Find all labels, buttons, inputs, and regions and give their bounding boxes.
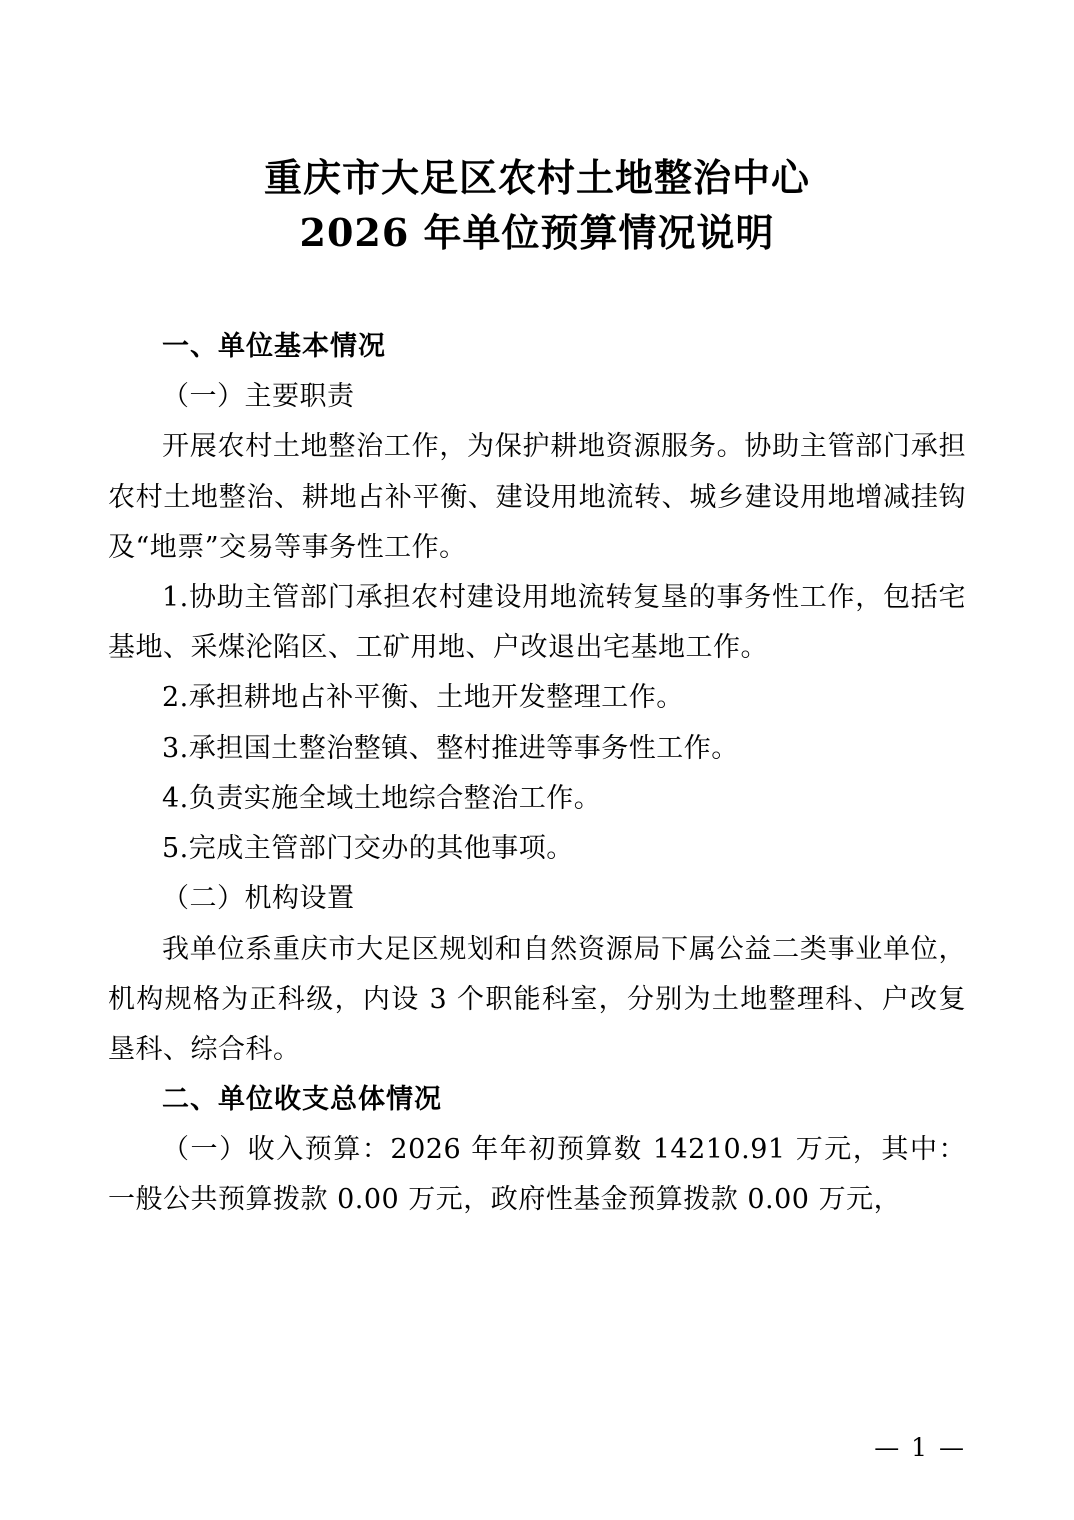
- paragraph-duty-3: 3.承担国土整治整镇、整村推进等事务性工作。: [162, 732, 739, 764]
- paragraph-duties-intro: 开展农村土地整治工作，为保护耕地资源服务。协助主管部门承担农村土地整治、耕地占补平衡、建设用地流转、城乡建设用地增减挂钩及“地票”交易等事务性工作。: [108, 431, 966, 563]
- page-number: — 1 —: [874, 1433, 966, 1462]
- title-spacer: [108, 260, 966, 322]
- section-heading-2: 二、单位收支总体情况: [162, 1084, 442, 1116]
- paragraph-duty-2: 2.承担耕地占补平衡、土地开发整理工作。: [162, 682, 684, 714]
- paragraph-revenue-budget: （一）收入预算：2026 年年初预算数 14210.91 万元，其中：一般公共预算拨款 0.00 万元，政府性基金预算拨款 0.00 万元，: [108, 1134, 966, 1216]
- subsection-heading-1-1: （一）主要职责: [162, 381, 355, 413]
- subsection-heading-1-2: （二）机构设置: [162, 883, 355, 915]
- page-title: [108, 150, 966, 260]
- paragraph-duty-5: 5.完成主管部门交办的其他事项。: [162, 833, 574, 865]
- paragraph-duty-4: 4.负责实施全域土地综合整治工作。: [162, 782, 602, 814]
- section-heading-1: 一、单位基本情况: [162, 331, 386, 363]
- title-line-2: 2026 年单位预算情况说明: [299, 210, 775, 256]
- paragraph-organization: 我单位系重庆市大足区规划和自然资源局下属公益二类事业单位，机构规格为正科级，内设 3 个职能科室，分别为土地整理科、户改复垦科、综合科。: [108, 933, 966, 1065]
- paragraph-duty-1: 1.协助主管部门承担农村建设用地流转复垦的事务性工作，包括宅基地、采煤沦陷区、工矿用地、户改退出宅基地工作。: [108, 582, 966, 664]
- title-line-1: 重庆市大足区农村土地整治中心: [263, 155, 810, 200]
